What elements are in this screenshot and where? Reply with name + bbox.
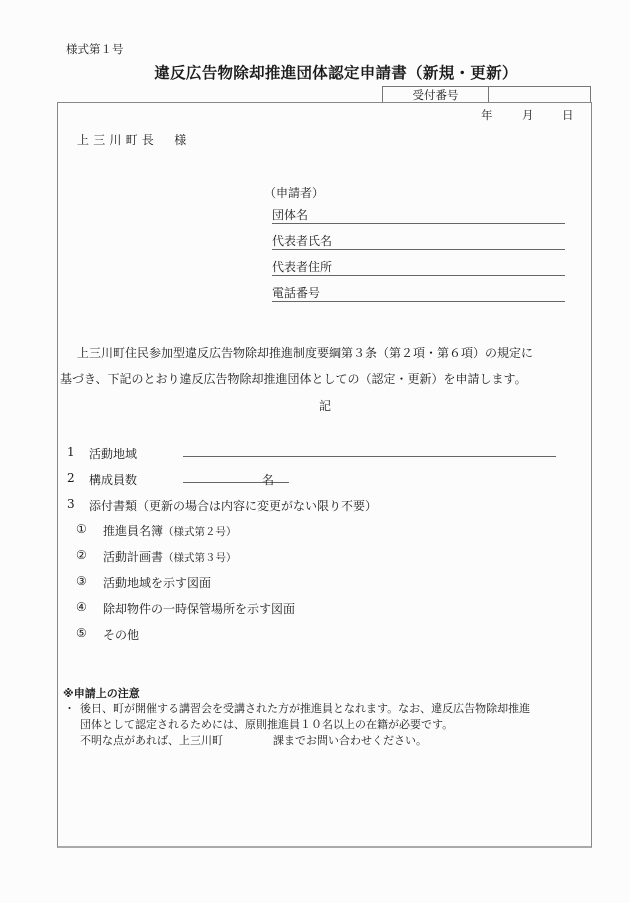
ki-heading: 記	[318, 399, 331, 413]
date-month-label: 月	[522, 108, 534, 122]
item-3-number: 3	[67, 497, 75, 511]
attachment-3-number: ③	[76, 574, 87, 588]
document-title: 違反広告物除却推進団体認定申請書（新規・更新）	[154, 64, 518, 82]
notes-line-3	[80, 732, 427, 748]
attachment-1-label: 推進員名簿	[103, 524, 164, 538]
attachment-2-label: 活動計画書	[103, 550, 164, 564]
member-count-unit: 名	[262, 473, 275, 487]
date-year-label: 年	[481, 108, 493, 122]
item-2-number: 2	[67, 471, 75, 485]
item-3-label: 添付書類（更新の場合は内容に変更がない限り不要）	[89, 499, 378, 513]
receipt-number-box	[382, 86, 591, 103]
attachment-1	[103, 522, 237, 539]
attachment-3-label: 活動地域を示す図面	[103, 576, 212, 590]
notes-line-3-post: 課までお問い合わせください。	[273, 734, 427, 747]
applicant-label: （申請者）	[264, 186, 325, 200]
representative-address-field[interactable]	[272, 259, 565, 276]
attachment-2	[103, 548, 237, 565]
item-2-label: 構成員数	[89, 473, 138, 487]
body-text-line-1: 上三川町住民参加型違反広告物除却推進制度要綱第３条（第２項・第６項）の規定に	[77, 346, 534, 360]
attachment-5-number: ⑤	[76, 626, 87, 640]
organization-name-field[interactable]	[272, 207, 565, 224]
notes-line-3-pre: 不明な点があれば、上三川町	[80, 734, 223, 747]
notes-bullet: ・	[64, 702, 75, 715]
phone-number-label: 電話番号	[272, 286, 321, 300]
attachment-1-number: ①	[76, 522, 87, 536]
notes-line-2: 団体として認定されるためには、原則推進員１０名以上の在籍が必要です。	[80, 718, 454, 731]
attachment-2-number: ②	[76, 548, 87, 562]
notes-heading: ※申請上の注意	[63, 687, 140, 700]
attachment-4-number: ④	[76, 600, 87, 614]
attachment-1-note: （様式第２号）	[163, 526, 237, 538]
receipt-number-label: 受付番号	[383, 87, 489, 103]
representative-name-label: 代表者氏名	[272, 234, 333, 248]
phone-number-field[interactable]	[272, 285, 565, 302]
form-number: 様式第１号	[66, 42, 124, 56]
attachment-5-label: その他	[103, 628, 140, 642]
item-1-label: 活動地域	[89, 447, 138, 461]
organization-name-label: 団体名	[272, 208, 309, 222]
activity-area-field[interactable]	[183, 456, 556, 457]
item-1-number: 1	[67, 445, 75, 459]
body-text-line-2: 基づき、下記のとおり違反広告物除却推進団体としての（認定・更新）を申請します。	[60, 372, 527, 386]
receipt-number-field[interactable]	[489, 87, 590, 103]
representative-name-field[interactable]	[272, 233, 565, 250]
attachment-4-label: 除却物件の一時保管場所を示す図面	[103, 602, 296, 616]
addressee: 上三川町長 様	[77, 133, 191, 147]
notes-line-1: 後日、町が開催する講習会を受講された方が推進員となれます。なお、違反広告物除却推進	[80, 702, 531, 715]
representative-address-label: 代表者住所	[272, 260, 333, 274]
attachment-2-note: （様式第３号）	[163, 552, 237, 564]
date-day-label: 日	[562, 108, 574, 122]
